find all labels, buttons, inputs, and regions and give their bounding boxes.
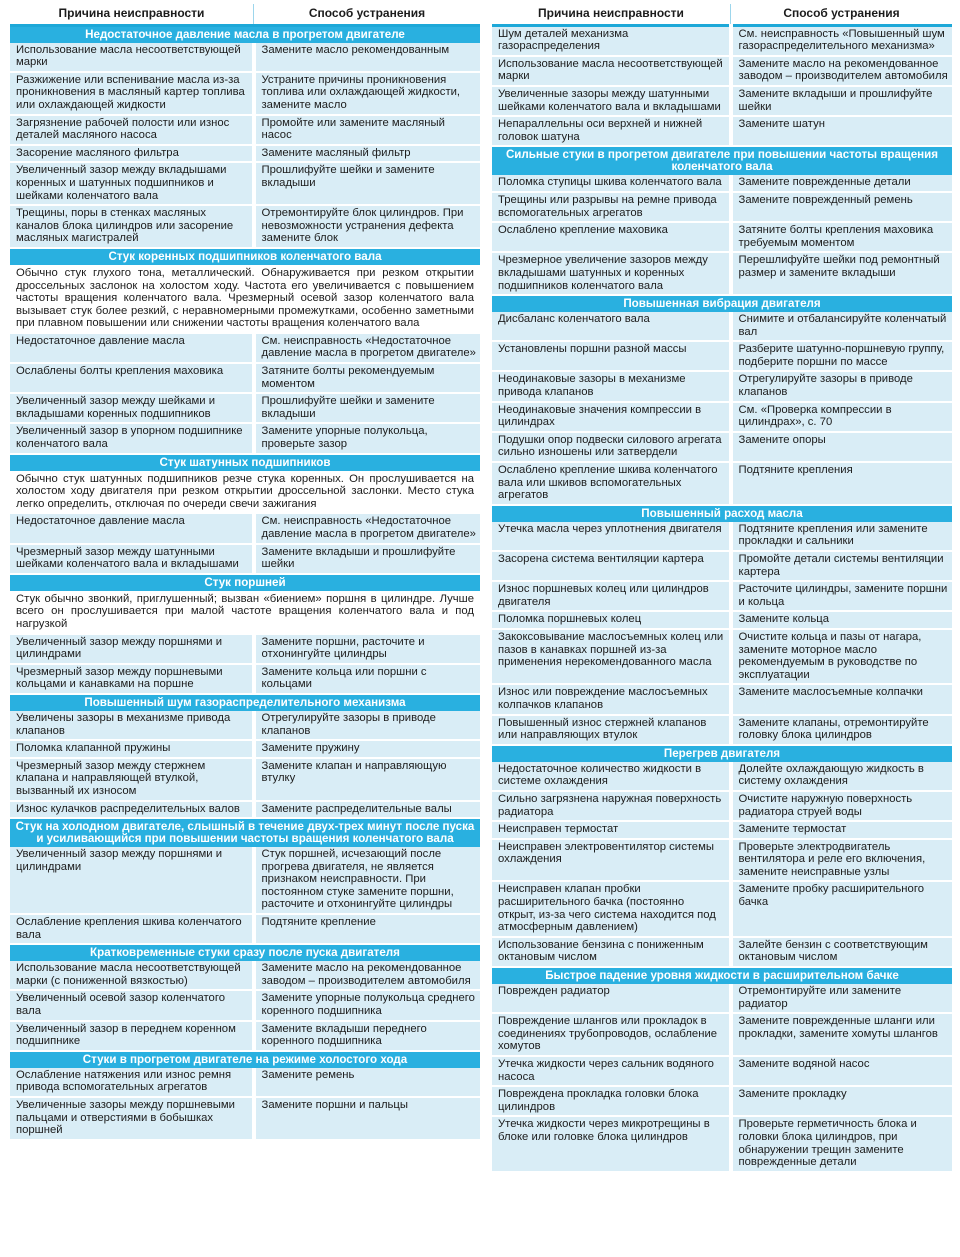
table-row [10,544,480,574]
section-header [10,454,480,471]
remedy-cell: Замените кольца [731,611,953,629]
remedy-cell: Замените пружину [254,740,481,758]
cause-cell: Ослабление натяжения или износ ремня привода вспомогательных агрегатов [10,1068,254,1097]
section-note [10,471,480,514]
table-row [492,522,952,551]
table-row [492,762,952,791]
remedy-cell: Замените масляный фильтр [254,145,481,163]
table-row [492,937,952,967]
cause-cell: Утечка масла через уплотнения двигателя [492,522,731,551]
cause-cell: Ослаблены болты крепления маховика [10,363,254,393]
remedy-cell: Замените масло на рекомендованное заводом – производителем автомобиля [731,56,953,86]
cause-cell: Чрезмерное увеличение зазоров между вкладышами шатунных и коренных подшипников коленчатого вала [492,252,731,295]
table-body-right [492,25,952,1172]
cause-cell: Загрязнение рабочей полости или износ деталей масляного насоса [10,115,254,145]
table-row [10,333,480,363]
cause-cell: Неодинаковые зазоры в механизме привода клапанов [492,371,731,401]
cause-cell: Неисправен термостат [492,821,731,839]
table-row [10,990,480,1020]
table-row [10,363,480,393]
cause-cell: Ослабление крепления шкива коленчатого вала [10,914,254,944]
cause-cell: Засорена система вентиляции картера [492,551,731,581]
cause-cell: Чрезмерный зазор между стержнем клапана и направляющей втулкой, вызванный их износом [10,758,254,801]
table-row [492,222,952,252]
table-row [492,581,952,611]
section-title: Стук на холодном двигателе, слышный в течение двух-трех минут после пуска и усиливающийся при повышении частоты вращения коленчатого вала [10,818,480,847]
remedy-cell: Замените шатун [731,116,953,146]
cause-cell: Сильно загрязнена наружная поверхность радиатора [492,791,731,821]
cause-cell: Подушки опор подвески силового агрегата сильно изношены или затвердели [492,432,731,462]
remedy-cell: Замените поршни, расточите и отхонингуйте цилиндры [254,634,481,664]
remedy-cell: Снимите и отбалансируйте коленчатый вал [731,312,953,341]
remedy-cell: Устраните причины проникновения топлива или охлаждающей жидкости, замените масло [254,72,481,115]
cause-cell: Увеличенный зазор между поршнями и цилиндрами [10,634,254,664]
note-text: Обычно стук глухого тона, металлический. Обнаруживается при резком открытии дроссельных заслонок на холостом ходу. Частота его увеличивается с повышением частоты вращения коленчатого вала. Чрезмерный осевой зазор коленчатого вала вызывает стук более резкий, с неравномерными промежутками, особенно заметными при плавном повышении или снижении частоты вращения коленчатого вала [10,265,480,333]
remedy-cell: См. «Проверка компрессии в цилиндрах», с. 70 [731,402,953,432]
cause-cell: Повышенный износ стержней клапанов или направляющих втулок [492,715,731,745]
cause-cell: Разжижение или вспенивание масла из-за проникновения в масляный картер топлива или охлаждающей жидкости [10,72,254,115]
section-header [10,574,480,591]
table-row [492,1056,952,1086]
cause-cell: Увеличенные зазоры между шатунными шейками коленчатого вала и вкладышами [492,86,731,116]
table-row [10,1021,480,1051]
table-row [492,1086,952,1116]
cause-cell: Использование масла несоответствующей марки (с пониженной вязкостью) [10,961,254,990]
cause-cell: Трещины, поры в стенках масляных каналов блока цилиндров или засорение масляных магистралей [10,205,254,248]
section-title: Стук шатунных подшипников [10,454,480,471]
remedy-cell: Затяните болты рекомендуемым моментом [254,363,481,393]
table-row [492,312,952,341]
table-row [10,1068,480,1097]
table-row [10,145,480,163]
remedy-cell: Замените клапаны, отремонтируйте головку блока цилиндров [731,715,953,745]
remedy-cell: Замените упорные полукольца, проверьте зазор [254,423,481,453]
section-title: Сильные стуки в прогретом двигателе при повышении частоты вращения коленчатого вала [492,146,952,175]
cause-cell: Непараллельны оси верхней и нижней головок шатуна [492,116,731,146]
troubleshooting-table-left [10,4,480,1141]
table-row [10,115,480,145]
remedy-cell: Прошлифуйте шейки и замените вкладыши [254,162,481,205]
table-row [492,341,952,371]
header-cause: Причина неисправности [10,4,254,25]
table-row [492,984,952,1013]
section-header [10,25,480,43]
table-header [10,4,480,25]
remedy-cell: Замените маслосъемные колпачки [731,684,953,714]
table-row [492,462,952,505]
remedy-cell: Отрегулируйте зазоры в приводе клапанов [254,711,481,740]
remedy-cell: Замените поврежденные детали [731,175,953,192]
remedy-cell: Замените распределительные валы [254,801,481,819]
section-title: Кратковременные стуки сразу после пуска двигателя [10,944,480,961]
table-row [10,847,480,914]
section-header [492,505,952,522]
table-row [492,611,952,629]
table-row [492,839,952,882]
table-row [10,664,480,694]
remedy-cell: Затяните болты крепления маховика требуемым моментом [731,222,953,252]
cause-cell: Увеличенные зазоры между поршневыми пальцами и отверстиями в бобышках поршней [10,1097,254,1140]
section-header [492,295,952,312]
cause-cell: Износ или повреждение маслосъемных колпачков клапанов [492,684,731,714]
section-title: Перегрев двигателя [492,745,952,762]
cause-cell: Износ кулачков распределительных валов [10,801,254,819]
cause-cell: Увеличенный зазор в упорном подшипнике коленчатого вала [10,423,254,453]
table-row [492,56,952,86]
remedy-cell: См. неисправность «Недостаточное давление масла в прогретом двигателе» [254,513,481,543]
table-row [492,252,952,295]
remedy-cell: Замените опоры [731,432,953,462]
remedy-cell: Замените масло на рекомендованное заводом – производителем автомобиля [254,961,481,990]
cause-cell: Использование бензина с пониженным октановым числом [492,937,731,967]
table-row [10,43,480,72]
table-row [492,1116,952,1171]
note-text: Обычно стук шатунных подшипников резче стука коренных. Он прослушивается на холостом ходу двигателя при резком открытии дроссельной заслонки. Место стука легко определить, отключая по очереди свечи зажигания [10,471,480,514]
table-row [492,821,952,839]
table-row [10,513,480,543]
remedy-cell: Расточите цилиндры, замените поршни и кольца [731,581,953,611]
table-row [10,758,480,801]
section-header [10,818,480,847]
table-header [492,4,952,25]
cause-cell: Поломка клапанной пружины [10,740,254,758]
section-header [492,967,952,984]
table-row [492,629,952,684]
cause-cell: Чрезмерный зазор между шатунными шейками коленчатого вала и вкладышами [10,544,254,574]
remedy-cell: Прошлифуйте шейки и замените вкладыши [254,393,481,423]
table-row [492,881,952,936]
cause-cell: Утечка жидкости через сальник водяного насоса [492,1056,731,1086]
remedy-cell: Долейте охлаждающую жидкость в систему охлаждения [731,762,953,791]
left-column [10,4,480,1141]
section-header [10,944,480,961]
table-row [492,116,952,146]
remedy-cell: Замените вкладыши и прошлифуйте шейки [254,544,481,574]
cause-cell: Шум деталей механизма газораспределения [492,25,731,56]
remedy-cell: Подтяните крепления [731,462,953,505]
cause-cell: Недостаточное давление масла [10,513,254,543]
table-row [10,634,480,664]
remedy-cell: Отремонтируйте или замените радиатор [731,984,953,1013]
section-header [492,146,952,175]
cause-cell: Повреждена прокладка головки блока цилиндров [492,1086,731,1116]
table-row [492,371,952,401]
table-row [492,551,952,581]
remedy-cell: Залейте бензин с соответствующим октановым числом [731,937,953,967]
table-row [10,162,480,205]
remedy-cell: Замените кольца или поршни с кольцами [254,664,481,694]
remedy-cell: Замените масло рекомендованным [254,43,481,72]
cause-cell: Повреждение шлангов или прокладок в соединениях трубопроводов, ослабление хомутов [492,1013,731,1056]
cause-cell: Установлены поршни разной массы [492,341,731,371]
table-row [492,791,952,821]
table-row [10,711,480,740]
cause-cell: Увеличены зазоры в механизме привода клапанов [10,711,254,740]
section-header [10,694,480,711]
cause-cell: Износ поршневых колец или цилиндров двигателя [492,581,731,611]
table-row [492,1013,952,1056]
remedy-cell: Замените поврежденный ремень [731,192,953,222]
table-row [10,740,480,758]
cause-cell: Использование масла несоответствующей марки [492,56,731,86]
cause-cell: Увеличенный осевой зазор коленчатого вала [10,990,254,1020]
cause-cell: Увеличенный зазор между поршнями и цилиндрами [10,847,254,914]
table-row [492,715,952,745]
cause-cell: Увеличенный зазор между шейками и вкладышами коренных подшипников [10,393,254,423]
table-row [10,72,480,115]
table-row [10,423,480,453]
table-row [10,393,480,423]
section-title: Повышенный шум газораспределительного механизма [10,694,480,711]
section-header [10,248,480,265]
remedy-cell: Замените поршни и пальцы [254,1097,481,1140]
cause-cell: Чрезмерный зазор между поршневыми кольцами и канавками на поршне [10,664,254,694]
section-header [10,1051,480,1068]
remedy-cell: Стук поршней, исчезающий после прогрева двигателя, не является признаком неисправности. При постоянном стуке замените поршни, расточите и отхонингуйте цилиндры [254,847,481,914]
cause-cell: Ослаблено крепление шкива коленчатого вала или шкивов вспомогательных агрегатов [492,462,731,505]
remedy-cell: Перешлифуйте шейки под ремонтный размер и замените вкладыши [731,252,953,295]
right-column [492,4,952,1173]
table-row [10,801,480,819]
cause-cell: Неодинаковые значения компрессии в цилиндрах [492,402,731,432]
table-row [10,205,480,248]
cause-cell: Ослаблено крепление маховика [492,222,731,252]
section-title: Стуки в прогретом двигателе на режиме холостого хода [10,1051,480,1068]
cause-cell: Засорение масляного фильтра [10,145,254,163]
table-row [10,1097,480,1140]
remedy-cell: Очистите наружную поверхность радиатора струей воды [731,791,953,821]
cause-cell: Трещины или разрывы на ремне привода вспомогательных агрегатов [492,192,731,222]
table-row [492,192,952,222]
remedy-cell: Замените термостат [731,821,953,839]
cause-cell: Дисбаланс коленчатого вала [492,312,731,341]
section-title: Стук коренных подшипников коленчатого вала [10,248,480,265]
cause-cell: Утечка жидкости через микротрещины в блоке или головке блока цилиндров [492,1116,731,1171]
section-note [10,591,480,634]
section-title: Повышенная вибрация двигателя [492,295,952,312]
header-cause: Причина неисправности [492,4,731,25]
cause-cell: Недостаточное давление масла [10,333,254,363]
remedy-cell: Проверьте электродвигатель вентилятора и реле его включения, замените неисправные узлы [731,839,953,882]
section-title: Быстрое падение уровня жидкости в расширительном бачке [492,967,952,984]
section-header [492,745,952,762]
cause-cell: Неисправен клапан пробки расширительного бачка (постоянно открыт, из-за чего система находится под атмосферным давлением) [492,881,731,936]
remedy-cell: Отрегулируйте зазоры в приводе клапанов [731,371,953,401]
note-text: Стук обычно звонкий, приглушенный; вызван «биением» поршня в цилиндре. Лучше всего он прослушивается при малой частоте вращения коленчатого вала и под нагрузкой [10,591,480,634]
section-note [10,265,480,333]
remedy-cell: Замените ремень [254,1068,481,1097]
remedy-cell: Подтяните крепления или замените прокладки и сальники [731,522,953,551]
remedy-cell: Разберите шатунно-поршневую группу, подберите поршни по массе [731,341,953,371]
section-title: Повышенный расход масла [492,505,952,522]
remedy-cell: См. неисправность «Повышенный шум газораспределительного механизма» [731,25,953,56]
remedy-cell: Очистите кольца и пазы от нагара, замените моторное масло рекомендуемым в руководстве по эксплуатации [731,629,953,684]
remedy-cell: Отремонтируйте блок цилиндров. При невозможности устранения дефекта замените блок [254,205,481,248]
remedy-cell: Замените поврежденные шланги или прокладки, замените хомуты шлангов [731,1013,953,1056]
table-body-left [10,25,480,1140]
table-row [492,86,952,116]
table-row [492,25,952,56]
remedy-cell: Замените клапан и направляющую втулку [254,758,481,801]
table-row [492,402,952,432]
remedy-cell: Замените вкладыши и прошлифуйте шейки [731,86,953,116]
header-remedy: Способ устранения [254,4,481,25]
section-title: Недостаточное давление масла в прогретом двигателе [10,25,480,43]
remedy-cell: Замените упорные полукольца среднего коренного подшипника [254,990,481,1020]
remedy-cell: Подтяните крепление [254,914,481,944]
cause-cell: Увеличенный зазор между вкладышами коренных и шатунных подшипников и шейками коленчатого вала [10,162,254,205]
remedy-cell: См. неисправность «Недостаточное давление масла в прогретом двигателе» [254,333,481,363]
remedy-cell: Замените пробку расширительного бачка [731,881,953,936]
cause-cell: Поломка ступицы шкива коленчатого вала [492,175,731,192]
table-row [492,432,952,462]
cause-cell: Поломка поршневых колец [492,611,731,629]
table-row [10,961,480,990]
cause-cell: Увеличенный зазор в переднем коренном подшипнике [10,1021,254,1051]
table-row [10,914,480,944]
table-row [492,175,952,192]
remedy-cell: Промойте детали системы вентиляции картера [731,551,953,581]
cause-cell: Недостаточное количество жидкости в системе охлаждения [492,762,731,791]
remedy-cell: Замените водяной насос [731,1056,953,1086]
remedy-cell: Промойте или замените масляный насос [254,115,481,145]
cause-cell: Использование масла несоответствующей марки [10,43,254,72]
troubleshooting-table-right [492,4,952,1173]
header-remedy: Способ устранения [731,4,953,25]
remedy-cell: Замените вкладыши переднего коренного подшипника [254,1021,481,1051]
table-row [492,684,952,714]
cause-cell: Поврежден радиатор [492,984,731,1013]
remedy-cell: Замените прокладку [731,1086,953,1116]
cause-cell: Неисправен электровентилятор системы охлаждения [492,839,731,882]
remedy-cell: Проверьте герметичность блока и головки блока цилиндров, при обнаружении трещин замените поврежденные детали [731,1116,953,1171]
cause-cell: Закоксовывание маслосъемных колец или пазов в канавках поршней из-за применения нерекомендованного масла [492,629,731,684]
section-title: Стук поршней [10,574,480,591]
